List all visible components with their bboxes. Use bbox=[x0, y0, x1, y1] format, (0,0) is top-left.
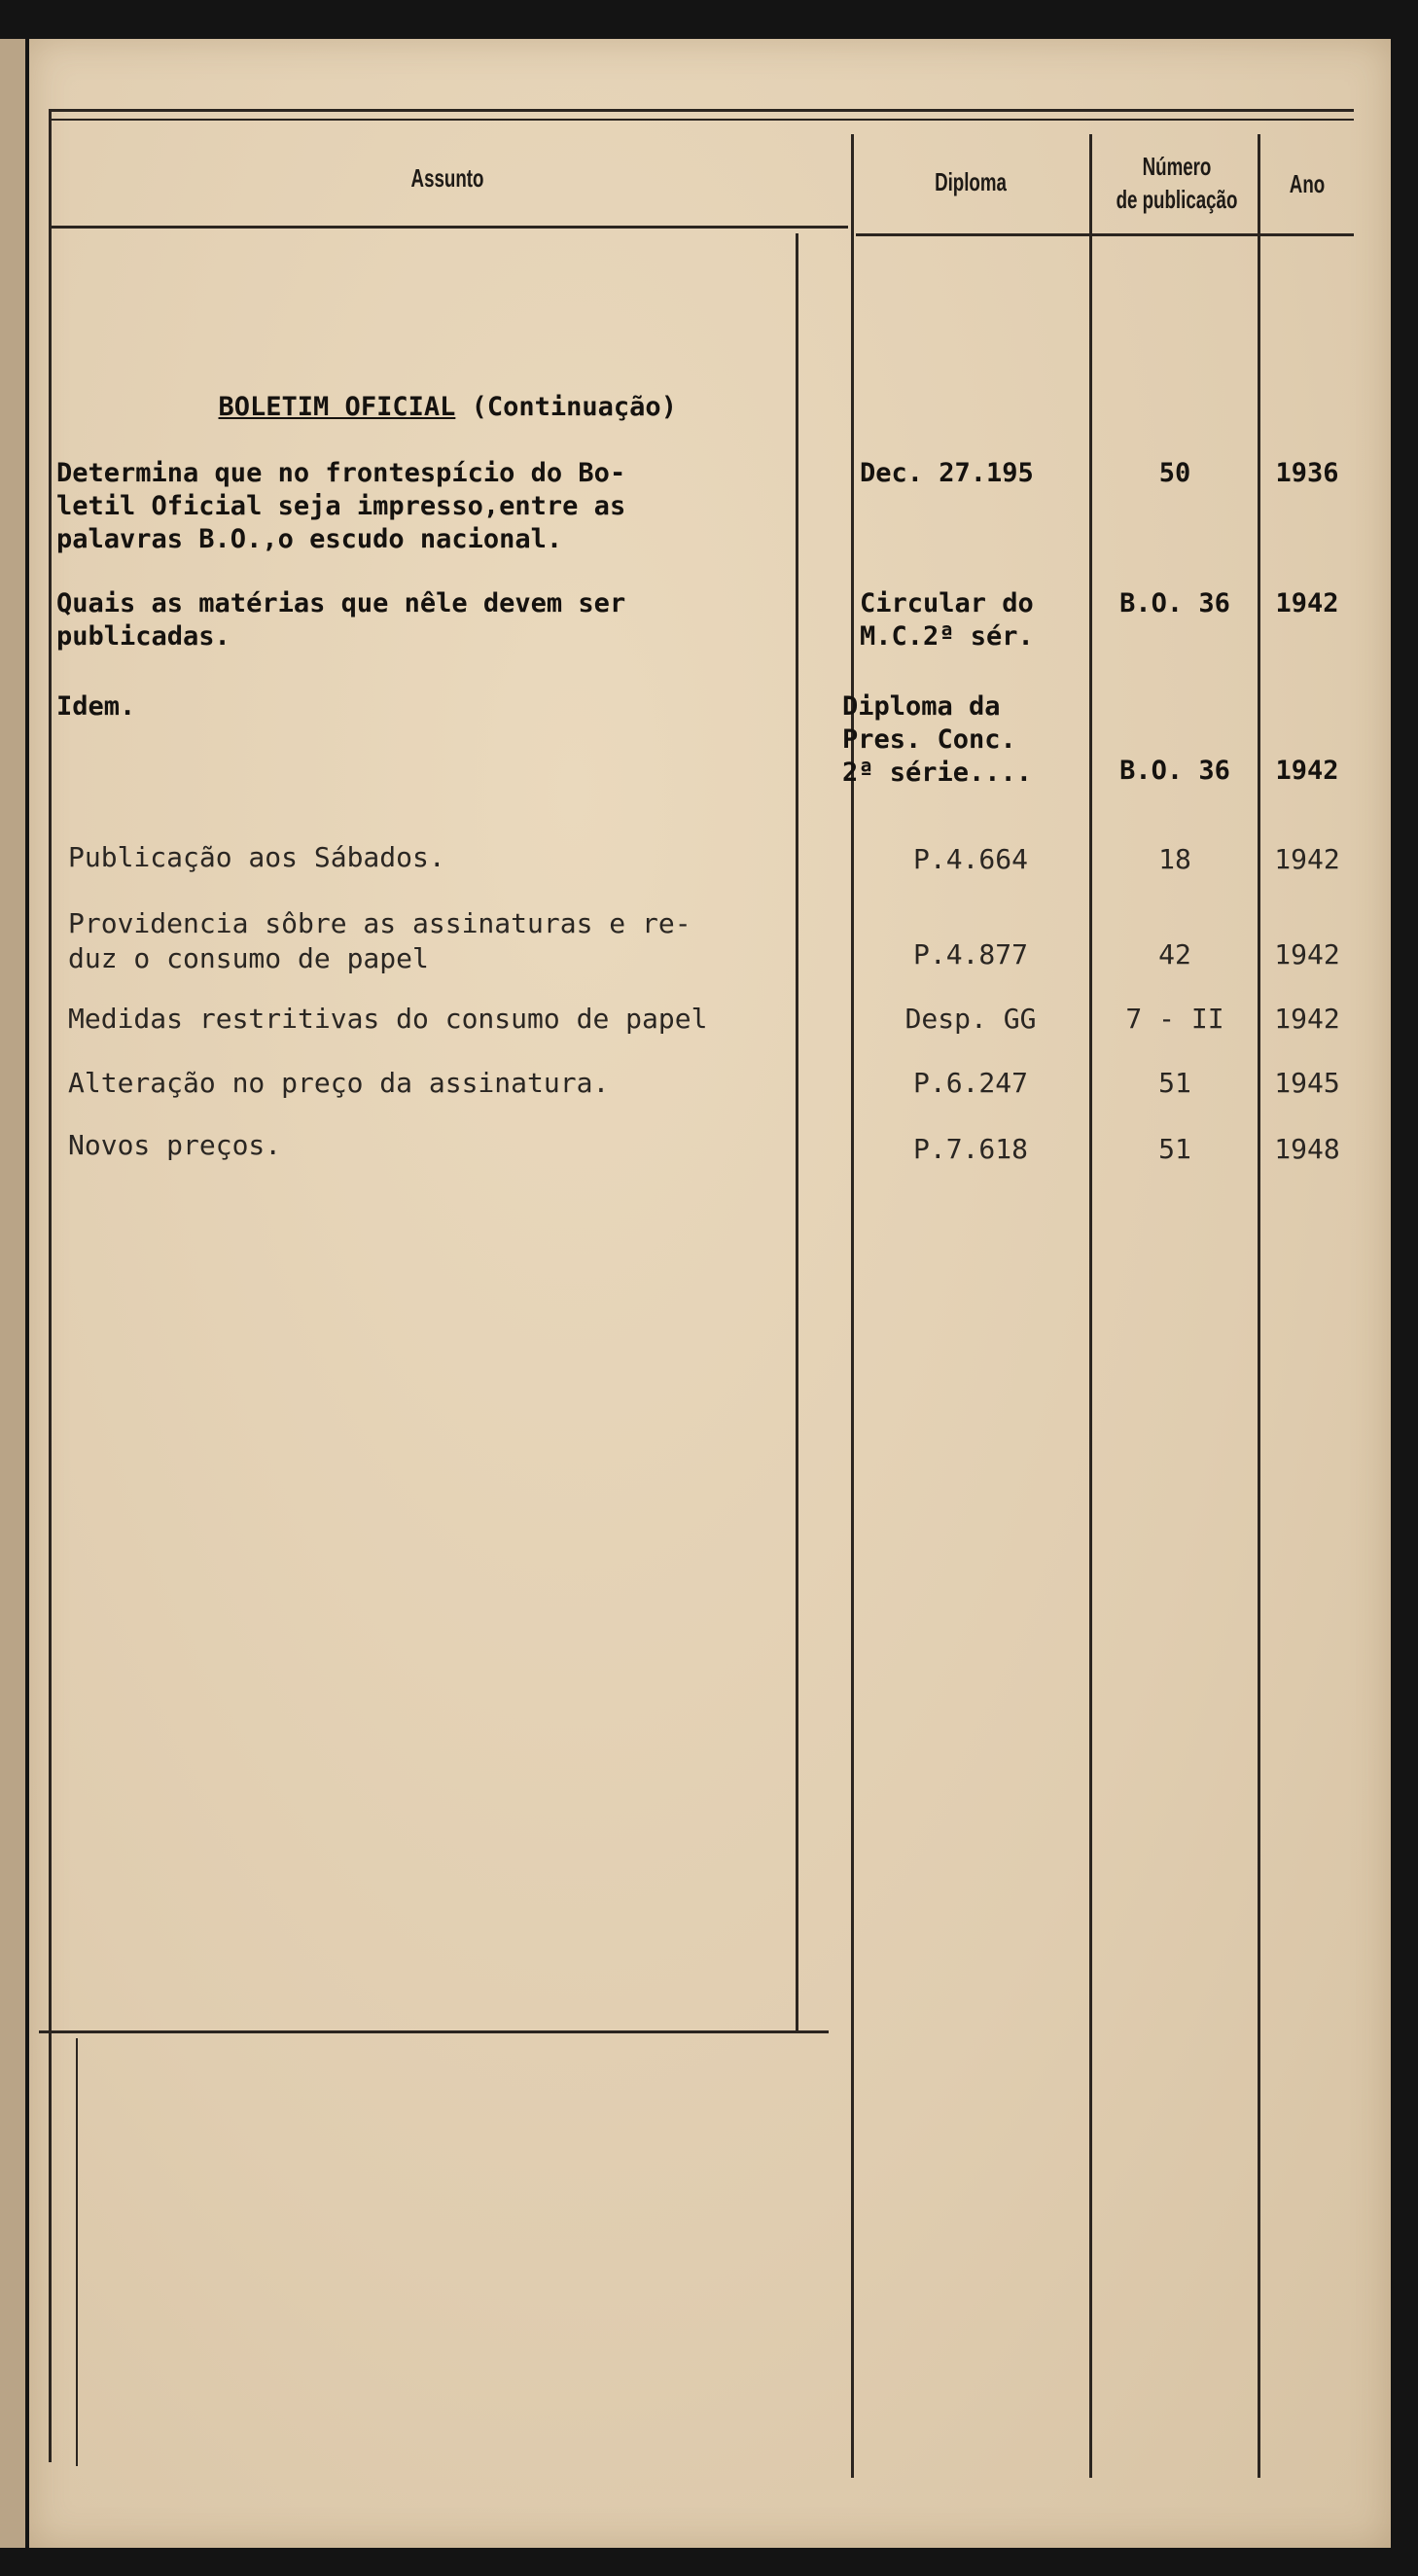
header-assunto: Assunto bbox=[410, 163, 484, 193]
row-diploma: P.4.664 bbox=[912, 843, 1028, 875]
row-diploma: Circular do M.C.2ª sér. bbox=[860, 588, 1034, 652]
section-title bbox=[187, 358, 677, 424]
row-assunto: Medidas restritivas do consumo de papel bbox=[68, 1003, 708, 1035]
top-rule bbox=[51, 109, 1354, 112]
assunto-inner-divider bbox=[796, 233, 798, 2032]
header-ano: Ano bbox=[1289, 169, 1326, 198]
row-diploma: P.4.877 bbox=[912, 938, 1028, 970]
header-rule bbox=[51, 226, 848, 229]
row-numero: 42 bbox=[1158, 938, 1191, 970]
diploma-col-divider bbox=[1089, 134, 1092, 2478]
header-numero-line1: Número bbox=[1142, 152, 1212, 181]
row-assunto: Providencia sôbre as assinaturas e re- duz o consumo de papel bbox=[68, 907, 691, 974]
assunto-col-divider bbox=[851, 134, 854, 2478]
row-ano: 1942 bbox=[1275, 588, 1339, 618]
row-ano: 1942 bbox=[1275, 756, 1339, 786]
section-continuation: (Continuação) bbox=[471, 392, 677, 422]
row-numero: 7 - II bbox=[1125, 1003, 1224, 1035]
row-diploma: Desp. GG bbox=[904, 1003, 1037, 1035]
row-numero: B.O. 36 bbox=[1119, 756, 1230, 786]
row-assunto: Determina que no frontespício do Bo- letil Oficial seja impresso,entre as palavras B.O.,o escudo nacional. bbox=[56, 458, 626, 554]
binding-strip bbox=[0, 39, 25, 2548]
row-assunto: Novos preços. bbox=[68, 1129, 282, 1161]
row-assunto: Publicação aos Sábados. bbox=[68, 841, 445, 873]
row-diploma: Diploma da Pres. Conc. 2ª série.... bbox=[842, 691, 1033, 788]
row-numero: 50 bbox=[1158, 458, 1191, 488]
row-ano: 1936 bbox=[1275, 458, 1339, 488]
lower-rule bbox=[39, 2030, 829, 2033]
section-title-text: BOLETIM OFICIAL bbox=[218, 392, 456, 422]
row-numero: B.O. 36 bbox=[1119, 588, 1230, 618]
row-diploma: Dec. 27.195 bbox=[860, 458, 1034, 488]
row-numero: 51 bbox=[1158, 1067, 1191, 1099]
top-rule-inner bbox=[51, 119, 1354, 121]
row-ano: 1942 bbox=[1274, 938, 1340, 970]
row-ano: 1945 bbox=[1274, 1067, 1340, 1099]
row-ano: 1948 bbox=[1274, 1133, 1340, 1165]
row-numero: 18 bbox=[1158, 843, 1191, 875]
row-ano: 1942 bbox=[1274, 843, 1340, 875]
row-diploma: P.7.618 bbox=[912, 1133, 1028, 1165]
row-assunto: Idem. bbox=[56, 691, 136, 722]
header-diploma: Diploma bbox=[935, 167, 1007, 196]
row-assunto: Alteração no preço da assinatura. bbox=[68, 1067, 610, 1099]
lower-left-line bbox=[76, 2038, 78, 2466]
row-diploma: P.6.247 bbox=[912, 1067, 1028, 1099]
left-border bbox=[49, 109, 52, 2462]
header-numero-line2: de publicação bbox=[1116, 185, 1238, 214]
row-ano: 1942 bbox=[1274, 1003, 1340, 1035]
row-numero: 51 bbox=[1158, 1133, 1191, 1165]
row-assunto: Quais as matérias que nêle devem ser publicadas. bbox=[56, 588, 626, 652]
header-rule-right bbox=[856, 233, 1354, 236]
